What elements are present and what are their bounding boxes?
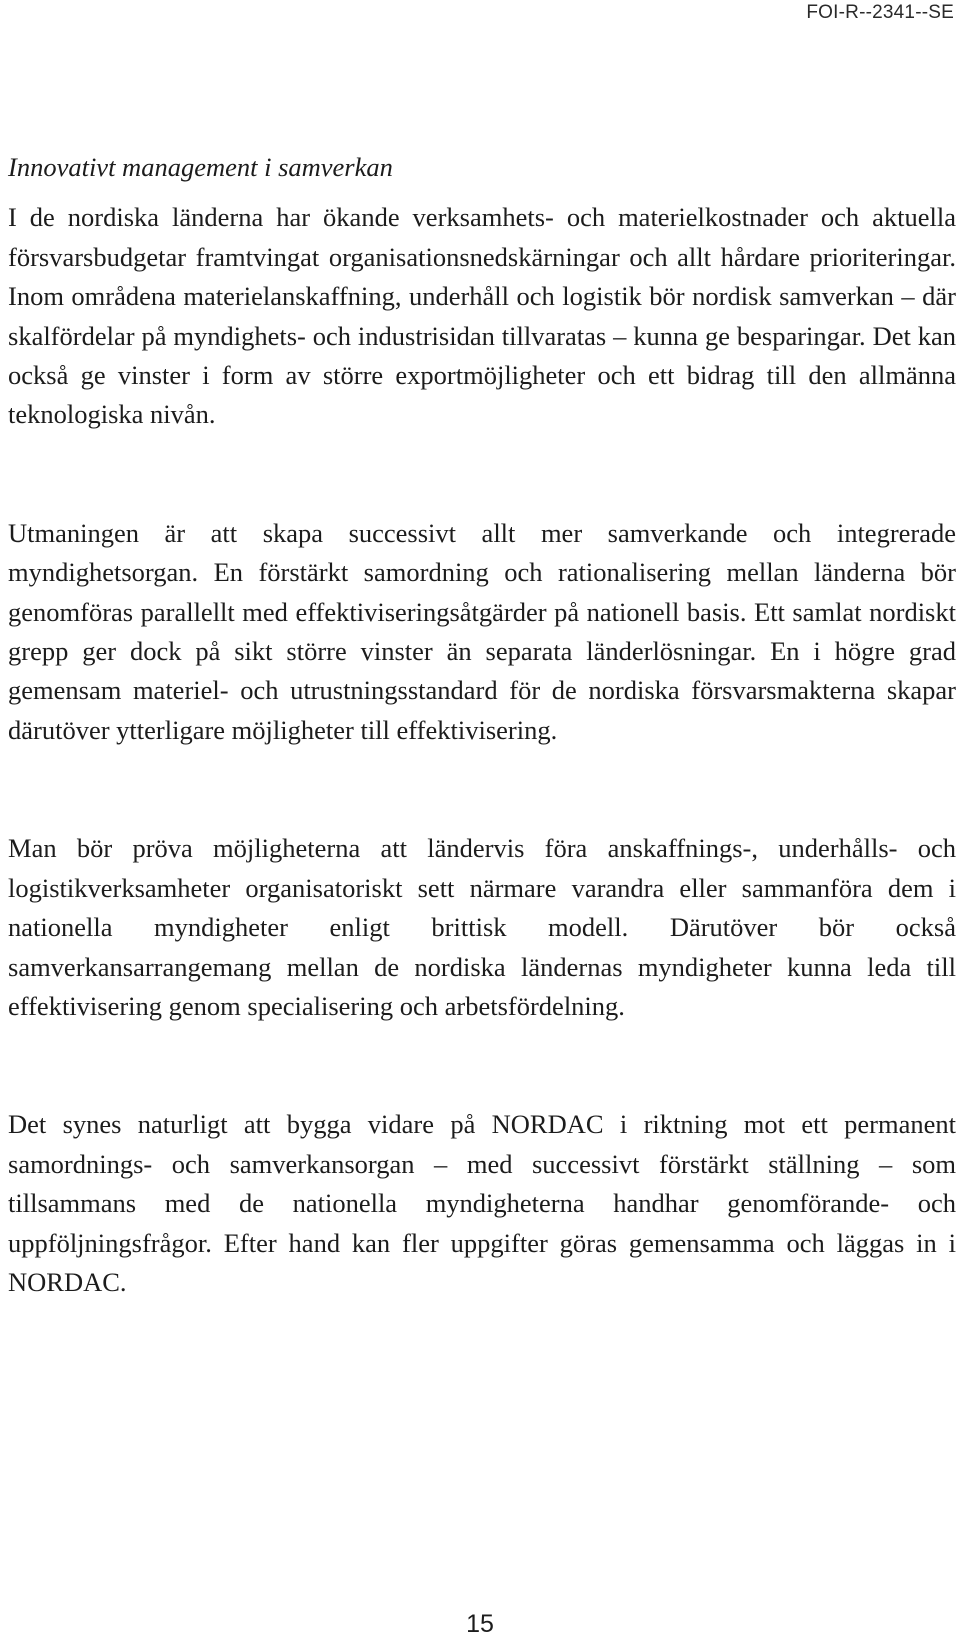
section-heading: Innovativt management i samverkan — [8, 152, 393, 182]
page-number: 15 — [466, 1610, 494, 1638]
page-body — [8, 148, 956, 1302]
paragraph-3: Man bör pröva möjligheterna att ländervis föra anskaffnings-, underhålls- och logistikverksamheter organisatoriskt sett närmare varandra eller sammanföra dem i nationella myndigheter enligt brittisk modell. Därutöver bör också samverkansarrangemang mellan de nordiska ländernas myndigheter kunna leda till effektivisering genom specialisering och arbetsfördelning. — [8, 833, 956, 1021]
paragraph-2: Utmaningen är att skapa successivt allt mer samverkande och integrerade myndighetsorgan. En förstärkt samordning och rationalisering mellan länderna bör genomföras parallellt med effektiviseringsåtgärder på nationell basis. Ett samlat nordiskt grepp ger dock på sikt större vinster än separata länderlösningar. En i högre grad gemensam materiel- och utrustningsstandard för de nordiska försvarsmakterna skapar därutöver ytterligare möjligheter till effektivisering. — [8, 517, 956, 745]
paragraph-1: I de nordiska länderna har ökande verksamhets- och materielkostnader och aktuella försvarsbudgetar framtvingat organisationsnedskärningar och allt hårdare prioriteringar. Inom områdena materielanskaffning, underhåll och logistik bör nordisk samverkan – där skalfördelar på myndighets- och industrisidan tillvaratas – kunna ge besparingar. Det kan också ge vinster i form av större exportmöjligheter och ett bidrag till den allmänna teknologiska nivån. — [8, 202, 956, 430]
paragraph-4: Det synes naturligt att bygga vidare på NORDAC i riktning mot ett permanent samordnings- och samverkansorgan – med successivt förstärkt ställning – som tillsammans med de nationella myndigheterna handhar genomförande- och uppföljningsfrågor. Efter hand kan fler uppgifter göras gemensamma och läggas in i NORDAC. — [8, 1109, 956, 1297]
document-id: FOI-R--2341--SE — [806, 2, 954, 23]
